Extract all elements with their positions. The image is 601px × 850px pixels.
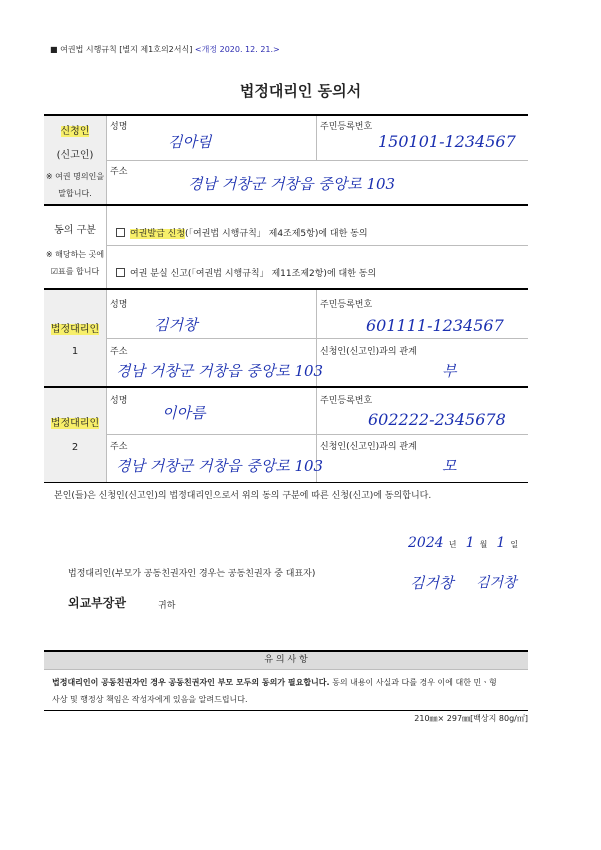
guardian1-relation-label: 신청인(신고인)과의 관계 xyxy=(320,347,417,357)
paper-spec: 210㎜× 297㎜[백상지 80g/㎡] xyxy=(414,714,528,723)
section-border xyxy=(44,288,528,290)
guardian2-role xyxy=(44,414,106,429)
applicant-id-value: 150101-1234567 xyxy=(378,132,516,151)
consent-option-passport-issue[interactable] xyxy=(116,226,368,239)
applicant-address-label: 주소 xyxy=(110,167,128,177)
notes-title: 유 의 사 항 xyxy=(44,652,528,669)
guardian1-role xyxy=(44,320,106,335)
date-year: 2024 xyxy=(408,535,444,551)
applicant-note-1: ※ 여권 명의인을 xyxy=(45,172,105,181)
date-line xyxy=(408,532,518,551)
page-title: 법정대리인 동의서 xyxy=(239,82,362,100)
notes-border-bottom xyxy=(44,710,528,711)
consent-note-1: ※ 해당하는 곳에 xyxy=(45,250,105,259)
option2-text: 여권 분실 신고(「여권법 시행규칙」 제11조제2항)에 대한 동의 xyxy=(130,269,377,279)
day-unit: 일 xyxy=(510,540,519,549)
divider xyxy=(106,160,528,161)
guardian2-id-value: 602222-2345678 xyxy=(368,410,506,429)
date-month: 1 xyxy=(465,535,475,551)
guardian1-role-label: 법정대리인 xyxy=(50,324,100,335)
applicant-note-2: 말합니다. xyxy=(58,189,92,198)
guardian2-relation-label: 신청인(신고인)과의 관계 xyxy=(320,442,417,452)
consent-note-2: ☑표를 합니다 xyxy=(50,267,100,276)
divider xyxy=(106,338,528,339)
checkbox[interactable] xyxy=(116,228,125,237)
guardian1-address-value: 경남 거창군 거창읍 중앙로 103 xyxy=(116,362,324,380)
applicant-role xyxy=(44,122,106,137)
notes-text xyxy=(52,674,522,708)
consent-label: 동의 구분 xyxy=(54,225,96,236)
section-border-top xyxy=(44,114,528,116)
revision-text: <개정 2020. 12. 21.> xyxy=(194,45,280,54)
applicant-address-value: 경남 거창군 거창읍 중앙로 103 xyxy=(188,175,396,193)
applicant-name-value: 김아림 xyxy=(168,133,212,151)
date-day: 1 xyxy=(496,535,506,551)
consent-statement: 본인(들)은 신청인(신고인)의 법정대리인으로서 위의 동의 구분에 따른 신청(신고)에 동의합니다. xyxy=(54,491,432,501)
option1-text: (「여권법 시행규칙」 제4조제5항)에 대한 동의 xyxy=(185,229,368,239)
recipient-name: 외교부장관 xyxy=(68,596,126,610)
guardian2-label-bg xyxy=(44,388,106,482)
notes-line1-rest: 동의 내용이 사실과 다를 경우 이에 대한 민ㆍ형 xyxy=(329,678,497,687)
regulation-text: 여권법 시행규칙 [별지 제1호의2서식] xyxy=(60,45,193,54)
form-header xyxy=(50,44,280,55)
guardian2-role-label: 법정대리인 xyxy=(50,418,100,429)
notes-bold: 법정대리인이 공동친권자인 경우 공동친권자인 부모 모두의 동의가 필요합니다. xyxy=(52,678,330,687)
guardian2-number: 2 xyxy=(71,442,79,453)
option1-highlight: 여권발급 신청 xyxy=(130,229,186,239)
signature-label: 법정대리인(부모가 공동친권자인 경우는 공동친권자 중 대표자) xyxy=(68,569,316,579)
month-unit: 월 xyxy=(479,540,488,549)
guardian1-name-value: 김거창 xyxy=(154,316,198,334)
guardian1-name-label: 성명 xyxy=(110,300,128,310)
divider xyxy=(106,206,107,288)
guardian1-address-label: 주소 xyxy=(110,347,128,357)
guardian2-name-label: 성명 xyxy=(110,396,128,406)
section-border xyxy=(44,386,528,388)
signature-name: 김거창 xyxy=(410,574,454,592)
guardian2-id-label: 주민등록번호 xyxy=(320,396,373,406)
checkbox[interactable] xyxy=(116,268,125,277)
guardian2-relation-value: 모 xyxy=(442,457,457,475)
divider xyxy=(106,245,528,246)
guardian1-id-value: 601111-1234567 xyxy=(366,316,504,335)
guardian1-relation-value: 부 xyxy=(442,362,457,380)
header-bullet: ■ xyxy=(50,45,58,54)
year-unit: 년 xyxy=(448,540,457,549)
applicant-id-label: 주민등록번호 xyxy=(320,122,373,132)
applicant-role-label: 신청인 xyxy=(60,126,90,137)
divider xyxy=(106,434,528,435)
divider xyxy=(316,116,317,160)
guardian2-address-label: 주소 xyxy=(110,442,128,452)
applicant-role-sub: (신고인) xyxy=(56,150,94,161)
guardian1-number: 1 xyxy=(71,346,79,357)
divider xyxy=(106,388,107,482)
divider xyxy=(44,669,528,670)
section-border xyxy=(44,204,528,206)
signature-mark: 김거창 xyxy=(476,575,517,591)
guardian1-id-label: 주민등록번호 xyxy=(320,300,373,310)
guardian1-label-bg xyxy=(44,290,106,386)
recipient-suffix: 귀하 xyxy=(158,601,176,611)
guardian2-address-value: 경남 거창군 거창읍 중앙로 103 xyxy=(116,457,324,475)
guardian2-name-value: 이아름 xyxy=(162,404,206,422)
applicant-name-label: 성명 xyxy=(110,122,128,132)
notes-line2: 사상 및 행정상 책임은 작성자에게 있음을 알려드립니다. xyxy=(52,695,248,704)
consent-option-passport-loss[interactable] xyxy=(116,266,376,279)
section-border xyxy=(44,482,528,483)
